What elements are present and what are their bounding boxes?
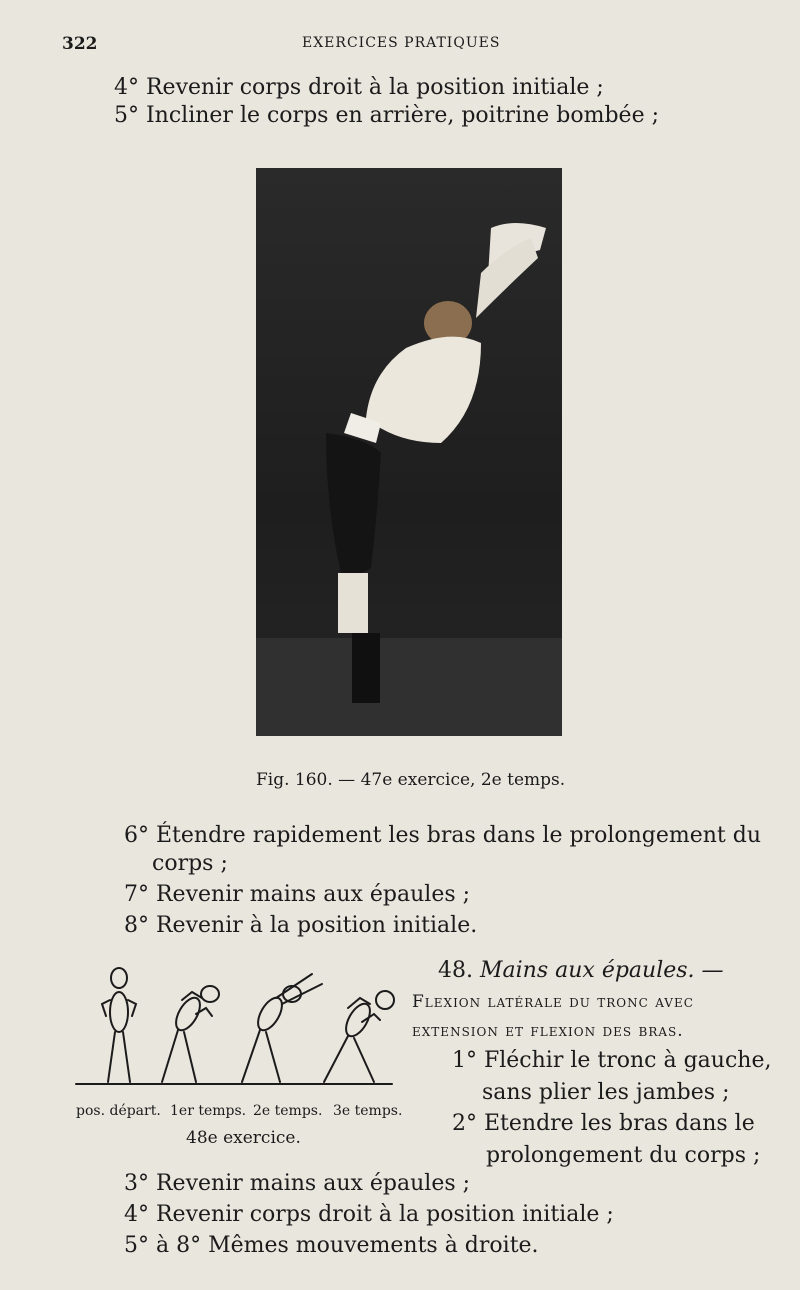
stick-figure-first [162, 986, 219, 1082]
exercise-48-step-3: 3° Revenir mains aux épaules ; [124, 1171, 471, 1196]
stick-figure-third [324, 991, 394, 1082]
exercise-48-step-2-line1: 2° Etendre les bras dans le [452, 1111, 755, 1136]
exercise-48-step-1-line1: 1° Fléchir le tronc à gauche, [452, 1048, 772, 1073]
step-6-line1: 6° Étendre rapidement les bras dans le prolongement du [124, 823, 762, 848]
stick-label-start: pos. départ. [76, 1103, 161, 1119]
stick-label-third: 3e temps. [333, 1103, 403, 1119]
stick-label-first: 1er temps. [170, 1103, 247, 1119]
stick-figures-caption: 48e exercice. [186, 1128, 301, 1148]
exercise-48-step-5-8: 5° à 8° Mêmes mouvements à droite. [124, 1233, 539, 1258]
exercise-48-heading [438, 958, 724, 983]
figure-caption: Fig. 160. — 47e exercice, 2e temps. [256, 770, 566, 790]
step-5-top: 5° Incliner le corps en arrière, poitrine bombée ; [114, 103, 660, 128]
exercise-48-step-1-line2: sans plier les jambes ; [482, 1080, 730, 1105]
exercise-48-subtitle-1: Flexion latérale du tronc avec [412, 992, 694, 1012]
exercise-photo [256, 168, 562, 736]
exercise-48-step-2-line2: prolongement du corps ; [486, 1143, 761, 1168]
exercise-48-step-4: 4° Revenir corps droit à la position initiale ; [124, 1202, 614, 1227]
photo-silhouette [256, 168, 562, 736]
step-4-top: 4° Revenir corps droit à la position initiale ; [114, 75, 604, 100]
stick-label-second: 2e temps. [253, 1103, 323, 1119]
step-7: 7° Revenir mains aux épaules ; [124, 882, 471, 907]
exercise-48-title: Mains aux épaules. — [480, 958, 724, 983]
page-number: 322 [62, 34, 98, 54]
stick-figures-illustration [70, 962, 400, 1092]
step-6-line2: corps ; [152, 851, 228, 876]
exercise-48-number: 48. [438, 958, 473, 983]
running-title: EXERCICES PRATIQUES [302, 35, 501, 51]
exercise-48-subtitle-2: extension et flexion des bras. [412, 1021, 684, 1041]
stick-figure-start [102, 968, 136, 1082]
step-8: 8° Revenir à la position initiale. [124, 913, 478, 938]
stick-figure-second [242, 974, 322, 1082]
